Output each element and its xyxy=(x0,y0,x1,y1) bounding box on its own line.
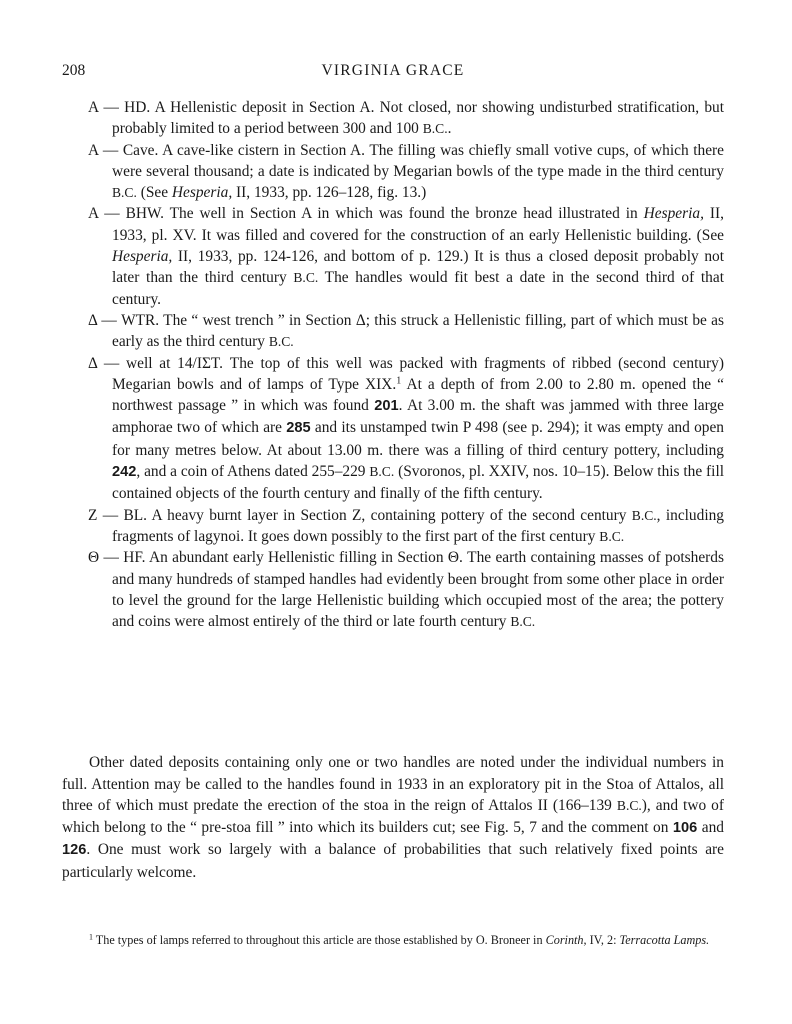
footnote-ref: 1 xyxy=(396,375,402,387)
body-paragraph xyxy=(62,752,724,883)
deposit-entry xyxy=(88,140,724,204)
deposit-entry xyxy=(88,547,724,632)
text-run: Δ — well at 14/ΙΣΤ. The top of this well was packed with fragments of ribbed (second century) Megarian bowls and of lamps of Type XIX. xyxy=(88,354,724,393)
deposit-entry xyxy=(88,353,724,505)
running-head: VIRGINIA GRACE xyxy=(321,62,465,79)
page-header xyxy=(62,62,724,84)
catalogue-number: 126 xyxy=(62,842,87,858)
catalogue-number: 201 xyxy=(374,398,399,415)
small-caps-text: B.C. xyxy=(112,185,137,201)
text-run: Θ — HF. An abundant early Hellenistic filling in Section Θ. The earth containing masses of potsherds and many hundreds of stamped handles had evidently been brought from some other place in order to level the ground for the large Hellenistic building which occupied most of the area; the pottery and coins were almost entirely of the third or late fourth century xyxy=(88,549,724,631)
italic-text: Corinth, xyxy=(545,933,587,947)
text-run: A — HD. A Hellenistic deposit in Section A. Not closed, nor showing undisturbed stratification, but probably limited to a period between 300 and 100 xyxy=(88,99,724,138)
small-caps-text: B.C. xyxy=(268,334,294,350)
catalogue-number: 106 xyxy=(672,819,698,836)
deposit-list xyxy=(88,97,724,632)
catalogue-number: 285 xyxy=(286,420,311,437)
small-caps-text: B.C. xyxy=(422,121,448,137)
catalogue-number: 242 xyxy=(112,464,137,481)
text-run: , including fragments of lagynoi. It goes down possibly to the first part of the first century xyxy=(112,506,724,545)
text-run: and xyxy=(697,818,724,836)
text-run: Other dated deposits containing only one or two handles are noted under the individual numbers in full. Attention may be called to the handles found in 1933 in an exploratory pit in the Stoa of Attalos, all three of which must predate the erection of the stoa in the reign of Attalos II (166–139 xyxy=(62,754,724,814)
text-run: (See xyxy=(136,184,172,202)
text-run: A — Cave. A cave-like cistern in Section A. The filling was chiefly small votive cups, of which there were several thousand; a date is indicated by Megarian bowls of the type made in the third century xyxy=(88,141,724,180)
footnote-ref: 1 xyxy=(89,932,93,942)
italic-text: Hesperia, xyxy=(112,248,173,266)
italic-text: Terracotta Lamps. xyxy=(619,933,710,947)
italic-text: Hesperia, xyxy=(171,184,233,202)
text-run: II, 1933, pp. 124-126, and bottom of p. 129.) It is thus a closed deposit probably not later than the third century xyxy=(112,248,724,287)
small-caps-text: B.C. xyxy=(631,507,657,523)
text-run: . At 3.00 m. the shaft was jammed with three large amphorae two of which are xyxy=(112,397,724,437)
deposit-entry xyxy=(88,203,724,309)
text-run: At a depth of from 2.00 to 2.80 m. opened the “ northwest passage ” in which was found xyxy=(112,375,724,415)
deposit-entry xyxy=(88,310,724,353)
page-number: 208 xyxy=(62,62,86,79)
text-run: II, 1933, pp. 126–128, fig. 13.) xyxy=(232,184,427,202)
small-caps-text: B.C. xyxy=(510,614,536,630)
text-run: II, 1933, pl. XV. It was filled and covered for the construction of an early Hellenistic building. (See xyxy=(112,205,724,244)
deposit-entry xyxy=(88,97,724,140)
text-run: The types of lamps referred to throughout this article are those established by O. Broneer in xyxy=(92,933,546,947)
text-run: A — BHW. The well in Section A in which was found the bronze head illustrated in xyxy=(88,205,644,223)
small-caps-text: B.C. xyxy=(616,798,642,813)
text-run: Δ — WTR. The “ west trench ” in Section Δ; this struck a Hellenistic filling, part of which must be as early as the third century xyxy=(88,311,724,351)
text-run: ), and two of which belong to the “ pre-stoa fill ” into which its builders cut; see Fig. 5, 7 and the comment on xyxy=(62,797,724,836)
small-caps-text: B.C. xyxy=(293,270,319,286)
text-run: (Svoronos, pl. XXIV, nos. 10–15). Below this the fill contained objects of the fourth century and finally of the fifth century. xyxy=(112,463,724,503)
footnote xyxy=(62,932,724,948)
text-run: and its unstamped twin P 498 (see p. 294); it was empty and open for many metres below. At about 13.00 m. there was a filling of third century pottery, including xyxy=(112,419,724,459)
text-run: . xyxy=(447,120,452,138)
text-run: Z — BL. A heavy burnt layer in Section Z, containing pottery of the second century xyxy=(88,506,632,524)
text-run: IV, 2: xyxy=(586,933,620,947)
deposit-entry xyxy=(88,505,724,548)
italic-text: Hesperia, xyxy=(643,205,704,223)
text-run: , and a coin of Athens dated 255–229 xyxy=(136,463,370,481)
text-run: The handles would fit best a date in the second third of that century. xyxy=(112,269,724,308)
small-caps-text: B.C. xyxy=(369,464,395,480)
small-caps-text: B.C. xyxy=(599,528,625,544)
text-run: . One must work so largely with a balance of probabilities that such relatively fixed points are particularly welcome. xyxy=(62,841,724,881)
